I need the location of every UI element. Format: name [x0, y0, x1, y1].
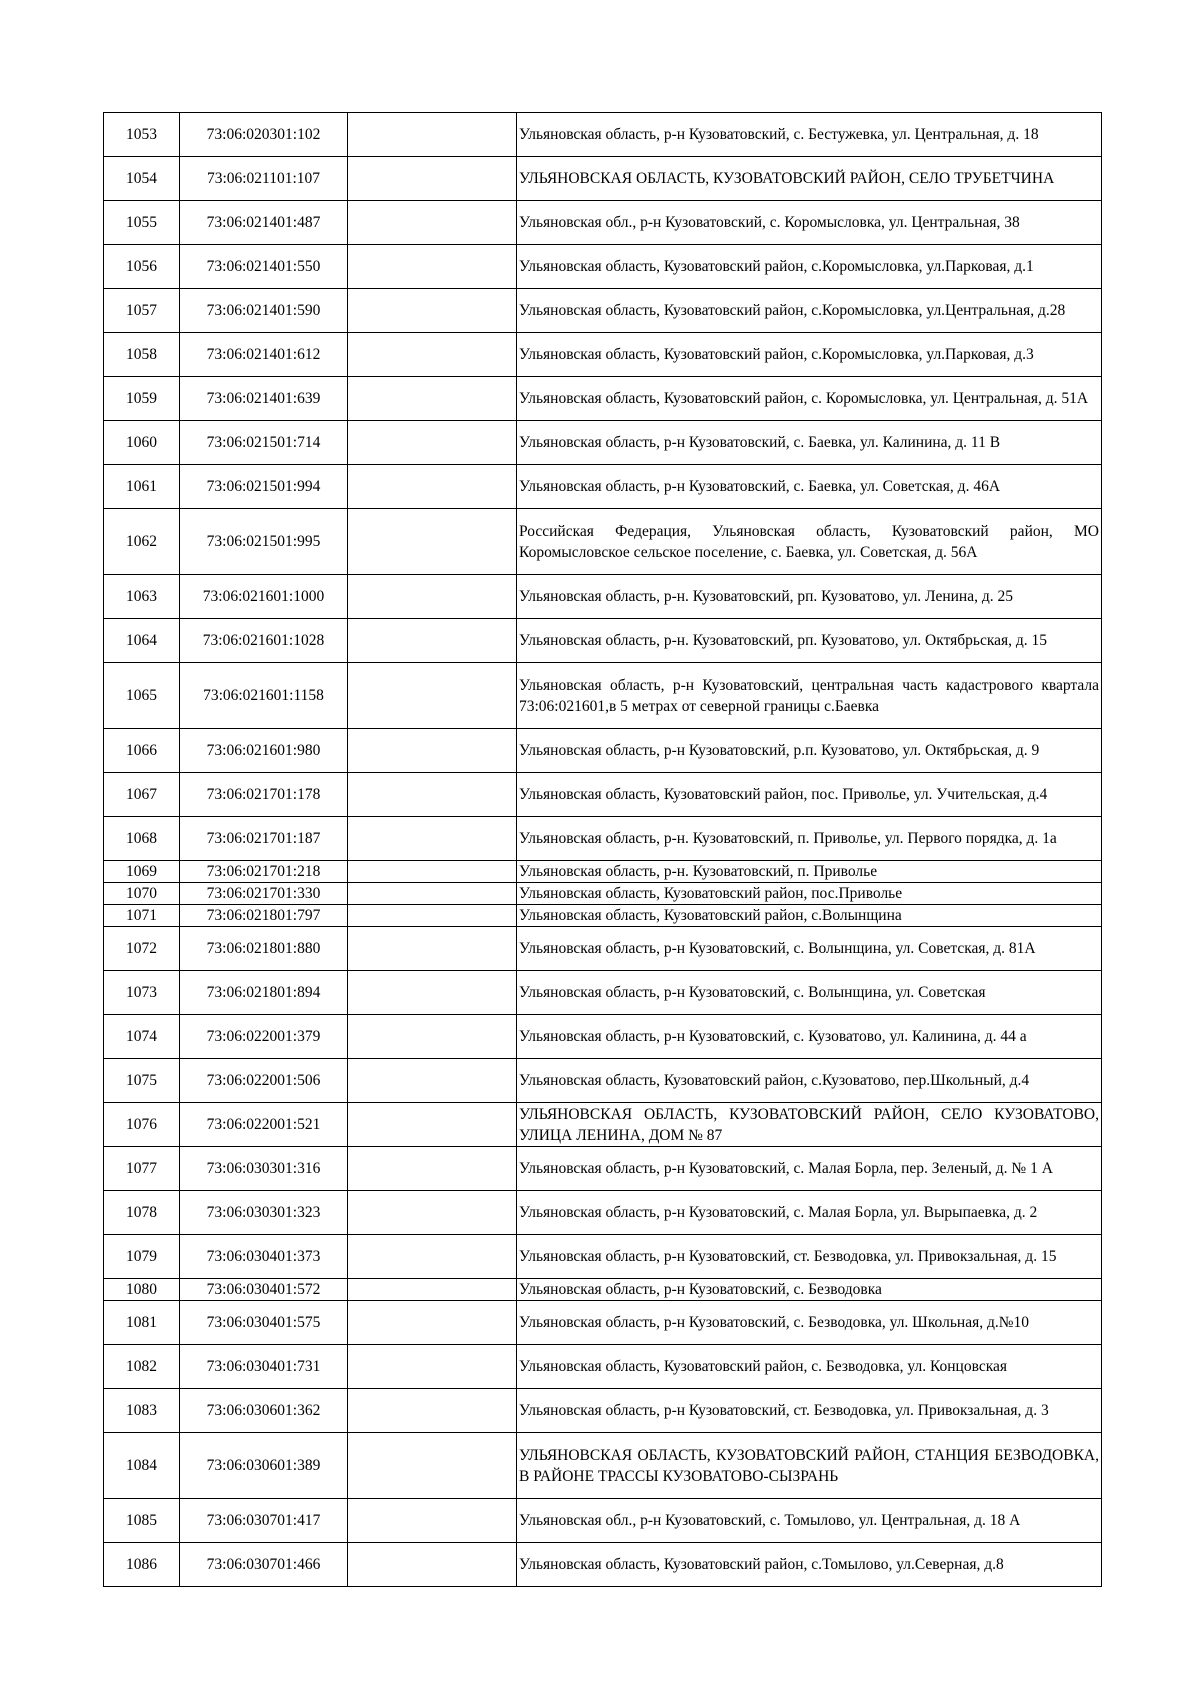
address-cell: Ульяновская область, р-н. Кузоватовский, п. Приволье: [517, 861, 1102, 883]
empty-cell: [348, 1059, 517, 1103]
empty-cell: [348, 905, 517, 927]
address-cell: Ульяновская обл., р-н Кузоватовский, с. Коромысловка, ул. Центральная, 38: [517, 201, 1102, 245]
row-number-cell: 1071: [104, 905, 180, 927]
table-row: [104, 883, 1102, 905]
empty-cell: [348, 1015, 517, 1059]
empty-cell: [348, 1499, 517, 1543]
cadastral-number-cell: 73:06:030301:316: [180, 1147, 348, 1191]
address-cell: Ульяновская область, р-н Кузоватовский, с. Баевка, ул. Калинина, д. 11 В: [517, 421, 1102, 465]
address-cell: Ульяновская область, р-н Кузоватовский, р.п. Кузоватово, ул. Октябрьская, д. 9: [517, 729, 1102, 773]
cadastral-number-cell: 73:06:021101:107: [180, 157, 348, 201]
table-row: [104, 663, 1102, 729]
empty-cell: [348, 1389, 517, 1433]
row-number-cell: 1064: [104, 619, 180, 663]
address-cell: Ульяновская область, р-н. Кузоватовский, рп. Кузоватово, ул. Ленина, д. 25: [517, 575, 1102, 619]
row-number-cell: 1057: [104, 289, 180, 333]
row-number-cell: 1085: [104, 1499, 180, 1543]
empty-cell: [348, 619, 517, 663]
table-row: [104, 1389, 1102, 1433]
row-number-cell: 1080: [104, 1279, 180, 1301]
cadastral-number-cell: 73:06:021501:714: [180, 421, 348, 465]
cadastral-number-cell: 73:06:021801:797: [180, 905, 348, 927]
table-row: [104, 575, 1102, 619]
empty-cell: [348, 377, 517, 421]
cadastral-number-cell: 73:06:021401:590: [180, 289, 348, 333]
address-cell: Ульяновская область, р-н Кузоватовский, с. Волынщина, ул. Советская, д. 81А: [517, 927, 1102, 971]
address-cell: Ульяновская область, Кузоватовский район, с.Коромысловка, ул.Парковая, д.1: [517, 245, 1102, 289]
empty-cell: [348, 201, 517, 245]
address-cell: Ульяновская область, Кузоватовский район, с.Коромысловка, ул.Парковая, д.3: [517, 333, 1102, 377]
empty-cell: [348, 333, 517, 377]
row-number-cell: 1079: [104, 1235, 180, 1279]
empty-cell: [348, 861, 517, 883]
cadastral-number-cell: 73:06:030401:575: [180, 1301, 348, 1345]
empty-cell: [348, 1345, 517, 1389]
row-number-cell: 1074: [104, 1015, 180, 1059]
cadastral-number-cell: 73:06:021401:639: [180, 377, 348, 421]
row-number-cell: 1065: [104, 663, 180, 729]
empty-cell: [348, 509, 517, 575]
registry-table-body: [104, 113, 1102, 1587]
table-row: [104, 861, 1102, 883]
empty-cell: [348, 773, 517, 817]
table-row: [104, 1433, 1102, 1499]
address-cell: УЛЬЯНОВСКАЯ ОБЛАСТЬ, КУЗОВАТОВСКИЙ РАЙОН, СЕЛО КУЗОВАТОВО, УЛИЦА ЛЕНИНА, ДОМ № 87: [517, 1103, 1102, 1147]
empty-cell: [348, 663, 517, 729]
empty-cell: [348, 729, 517, 773]
cadastral-number-cell: 73:06:021501:994: [180, 465, 348, 509]
table-row: [104, 1301, 1102, 1345]
address-cell: Ульяновская область, р-н Кузоватовский, с. Безводовка: [517, 1279, 1102, 1301]
cadastral-number-cell: 73:06:021801:894: [180, 971, 348, 1015]
empty-cell: [348, 1301, 517, 1345]
row-number-cell: 1053: [104, 113, 180, 157]
table-row: [104, 333, 1102, 377]
cadastral-number-cell: 73:06:030401:731: [180, 1345, 348, 1389]
address-cell: Ульяновская область, Кузоватовский район, с.Томылово, ул.Северная, д.8: [517, 1543, 1102, 1587]
address-cell: Ульяновская область, р-н Кузоватовский, с. Безводовка, ул. Школьная, д.№10: [517, 1301, 1102, 1345]
empty-cell: [348, 1103, 517, 1147]
empty-cell: [348, 971, 517, 1015]
cadastral-number-cell: 73:06:021701:330: [180, 883, 348, 905]
address-cell: Ульяновская область, р-н Кузоватовский, ст. Безводовка, ул. Привокзальная, д. 3: [517, 1389, 1102, 1433]
cadastral-number-cell: 73:06:021701:178: [180, 773, 348, 817]
table-row: [104, 1015, 1102, 1059]
address-cell: Ульяновская область, р-н Кузоватовский, с. Кузоватово, ул. Калинина, д. 44 а: [517, 1015, 1102, 1059]
empty-cell: [348, 1543, 517, 1587]
table-row: [104, 905, 1102, 927]
address-cell: Ульяновская область, Кузоватовский район, с.Коромысловка, ул.Центральная, д.28: [517, 289, 1102, 333]
empty-cell: [348, 245, 517, 289]
cadastral-number-cell: 73:06:021601:1158: [180, 663, 348, 729]
table-row: [104, 927, 1102, 971]
address-cell: Ульяновская область, р-н Кузоватовский, с. Малая Борла, ул. Вырыпаевка, д. 2: [517, 1191, 1102, 1235]
empty-cell: [348, 157, 517, 201]
empty-cell: [348, 1147, 517, 1191]
cadastral-number-cell: 73:06:022001:521: [180, 1103, 348, 1147]
cadastral-number-cell: 73:06:030401:572: [180, 1279, 348, 1301]
table-row: [104, 509, 1102, 575]
address-cell: Ульяновская область, р-н Кузоватовский, с. Бестужевка, ул. Центральная, д. 18: [517, 113, 1102, 157]
table-row: [104, 1345, 1102, 1389]
empty-cell: [348, 1191, 517, 1235]
table-row: [104, 729, 1102, 773]
cadastral-number-cell: 73:06:022001:506: [180, 1059, 348, 1103]
row-number-cell: 1072: [104, 927, 180, 971]
row-number-cell: 1063: [104, 575, 180, 619]
cadastral-number-cell: 73:06:020301:102: [180, 113, 348, 157]
row-number-cell: 1062: [104, 509, 180, 575]
table-row: [104, 1191, 1102, 1235]
address-cell: Ульяновская область, Кузоватовский район, пос.Приволье: [517, 883, 1102, 905]
table-row: [104, 201, 1102, 245]
table-row: [104, 1103, 1102, 1147]
table-row: [104, 1059, 1102, 1103]
cadastral-number-cell: 73:06:021801:880: [180, 927, 348, 971]
empty-cell: [348, 1433, 517, 1499]
empty-cell: [348, 113, 517, 157]
cadastral-number-cell: 73:06:030301:323: [180, 1191, 348, 1235]
cadastral-number-cell: 73:06:021601:980: [180, 729, 348, 773]
empty-cell: [348, 289, 517, 333]
table-row: [104, 245, 1102, 289]
cadastral-number-cell: 73:06:021601:1028: [180, 619, 348, 663]
cadastral-number-cell: 73:06:021401:550: [180, 245, 348, 289]
address-cell: Ульяновская область, Кузоватовский район, с.Волынщина: [517, 905, 1102, 927]
cadastral-number-cell: 73:06:030701:466: [180, 1543, 348, 1587]
empty-cell: [348, 575, 517, 619]
row-number-cell: 1084: [104, 1433, 180, 1499]
row-number-cell: 1067: [104, 773, 180, 817]
address-cell: Ульяновская область, Кузоватовский район, пос. Приволье, ул. Учительская, д.4: [517, 773, 1102, 817]
empty-cell: [348, 1279, 517, 1301]
cadastral-number-cell: 73:06:030601:389: [180, 1433, 348, 1499]
address-cell: Ульяновская область, р-н Кузоватовский, ст. Безводовка, ул. Привокзальная, д. 15: [517, 1235, 1102, 1279]
cadastral-number-cell: 73:06:030701:417: [180, 1499, 348, 1543]
cadastral-number-cell: 73:06:030601:362: [180, 1389, 348, 1433]
row-number-cell: 1068: [104, 817, 180, 861]
cadastral-number-cell: 73:06:021501:995: [180, 509, 348, 575]
row-number-cell: 1086: [104, 1543, 180, 1587]
address-cell: Ульяновская область, р-н. Кузоватовский, рп. Кузоватово, ул. Октябрьская, д. 15: [517, 619, 1102, 663]
cadastral-number-cell: 73:06:021701:187: [180, 817, 348, 861]
row-number-cell: 1082: [104, 1345, 180, 1389]
address-cell: УЛЬЯНОВСКАЯ ОБЛАСТЬ, КУЗОВАТОВСКИЙ РАЙОН, СЕЛО ТРУБЕТЧИНА: [517, 157, 1102, 201]
row-number-cell: 1081: [104, 1301, 180, 1345]
cadastral-number-cell: 73:06:021401:487: [180, 201, 348, 245]
row-number-cell: 1073: [104, 971, 180, 1015]
empty-cell: [348, 421, 517, 465]
address-cell: Ульяновская область, р-н. Кузоватовский, п. Приволье, ул. Первого порядка, д. 1а: [517, 817, 1102, 861]
table-row: [104, 465, 1102, 509]
table-row: [104, 157, 1102, 201]
row-number-cell: 1056: [104, 245, 180, 289]
empty-cell: [348, 883, 517, 905]
row-number-cell: 1069: [104, 861, 180, 883]
address-cell: Российская Федерация, Ульяновская область, Кузоватовский район, МО Коромысловское сельское поселение, с. Баевка, ул. Советская, д. 56А: [517, 509, 1102, 575]
address-cell: Ульяновская область, р-н Кузоватовский, с. Баевка, ул. Советская, д. 46А: [517, 465, 1102, 509]
empty-cell: [348, 1235, 517, 1279]
table-row: [104, 773, 1102, 817]
row-number-cell: 1083: [104, 1389, 180, 1433]
cadastral-number-cell: 73:06:021701:218: [180, 861, 348, 883]
address-cell: Ульяновская область, р-н Кузоватовский, с. Малая Борла, пер. Зеленый, д. № 1 А: [517, 1147, 1102, 1191]
row-number-cell: 1054: [104, 157, 180, 201]
row-number-cell: 1075: [104, 1059, 180, 1103]
address-cell: Ульяновская область, р-н Кузоватовский, с. Волынщина, ул. Советская: [517, 971, 1102, 1015]
row-number-cell: 1077: [104, 1147, 180, 1191]
table-row: [104, 1499, 1102, 1543]
cadastral-registry-table: [103, 112, 1102, 1587]
row-number-cell: 1066: [104, 729, 180, 773]
table-row: [104, 817, 1102, 861]
address-cell: Ульяновская область, Кузоватовский район, с. Коромысловка, ул. Центральная, д. 51А: [517, 377, 1102, 421]
row-number-cell: 1078: [104, 1191, 180, 1235]
table-row: [104, 619, 1102, 663]
table-row: [104, 1279, 1102, 1301]
row-number-cell: 1076: [104, 1103, 180, 1147]
table-row: [104, 1147, 1102, 1191]
cadastral-number-cell: 73:06:030401:373: [180, 1235, 348, 1279]
row-number-cell: 1060: [104, 421, 180, 465]
address-cell: Ульяновская область, Кузоватовский район, с. Безводовка, ул. Концовская: [517, 1345, 1102, 1389]
empty-cell: [348, 465, 517, 509]
cadastral-number-cell: 73:06:021601:1000: [180, 575, 348, 619]
row-number-cell: 1058: [104, 333, 180, 377]
row-number-cell: 1070: [104, 883, 180, 905]
row-number-cell: 1055: [104, 201, 180, 245]
address-cell: УЛЬЯНОВСКАЯ ОБЛАСТЬ, КУЗОВАТОВСКИЙ РАЙОН, СТАНЦИЯ БЕЗВОДОВКА, В РАЙОНЕ ТРАССЫ КУЗОВАТОВО-СЫЗРАНЬ: [517, 1433, 1102, 1499]
empty-cell: [348, 817, 517, 861]
cadastral-number-cell: 73:06:021401:612: [180, 333, 348, 377]
row-number-cell: 1061: [104, 465, 180, 509]
address-cell: Ульяновская область, Кузоватовский район, с.Кузоватово, пер.Школьный, д.4: [517, 1059, 1102, 1103]
cadastral-number-cell: 73:06:022001:379: [180, 1015, 348, 1059]
table-row: [104, 113, 1102, 157]
table-row: [104, 289, 1102, 333]
table-row: [104, 1235, 1102, 1279]
address-cell: Ульяновская область, р-н Кузоватовский, центральная часть кадастрового квартала 73:06:021601,в 5 метрах от северной границы с.Баевка: [517, 663, 1102, 729]
table-row: [104, 421, 1102, 465]
table-row: [104, 377, 1102, 421]
row-number-cell: 1059: [104, 377, 180, 421]
table-row: [104, 971, 1102, 1015]
table-row: [104, 1543, 1102, 1587]
empty-cell: [348, 927, 517, 971]
address-cell: Ульяновская обл., р-н Кузоватовский, с. Томылово, ул. Центральная, д. 18 А: [517, 1499, 1102, 1543]
